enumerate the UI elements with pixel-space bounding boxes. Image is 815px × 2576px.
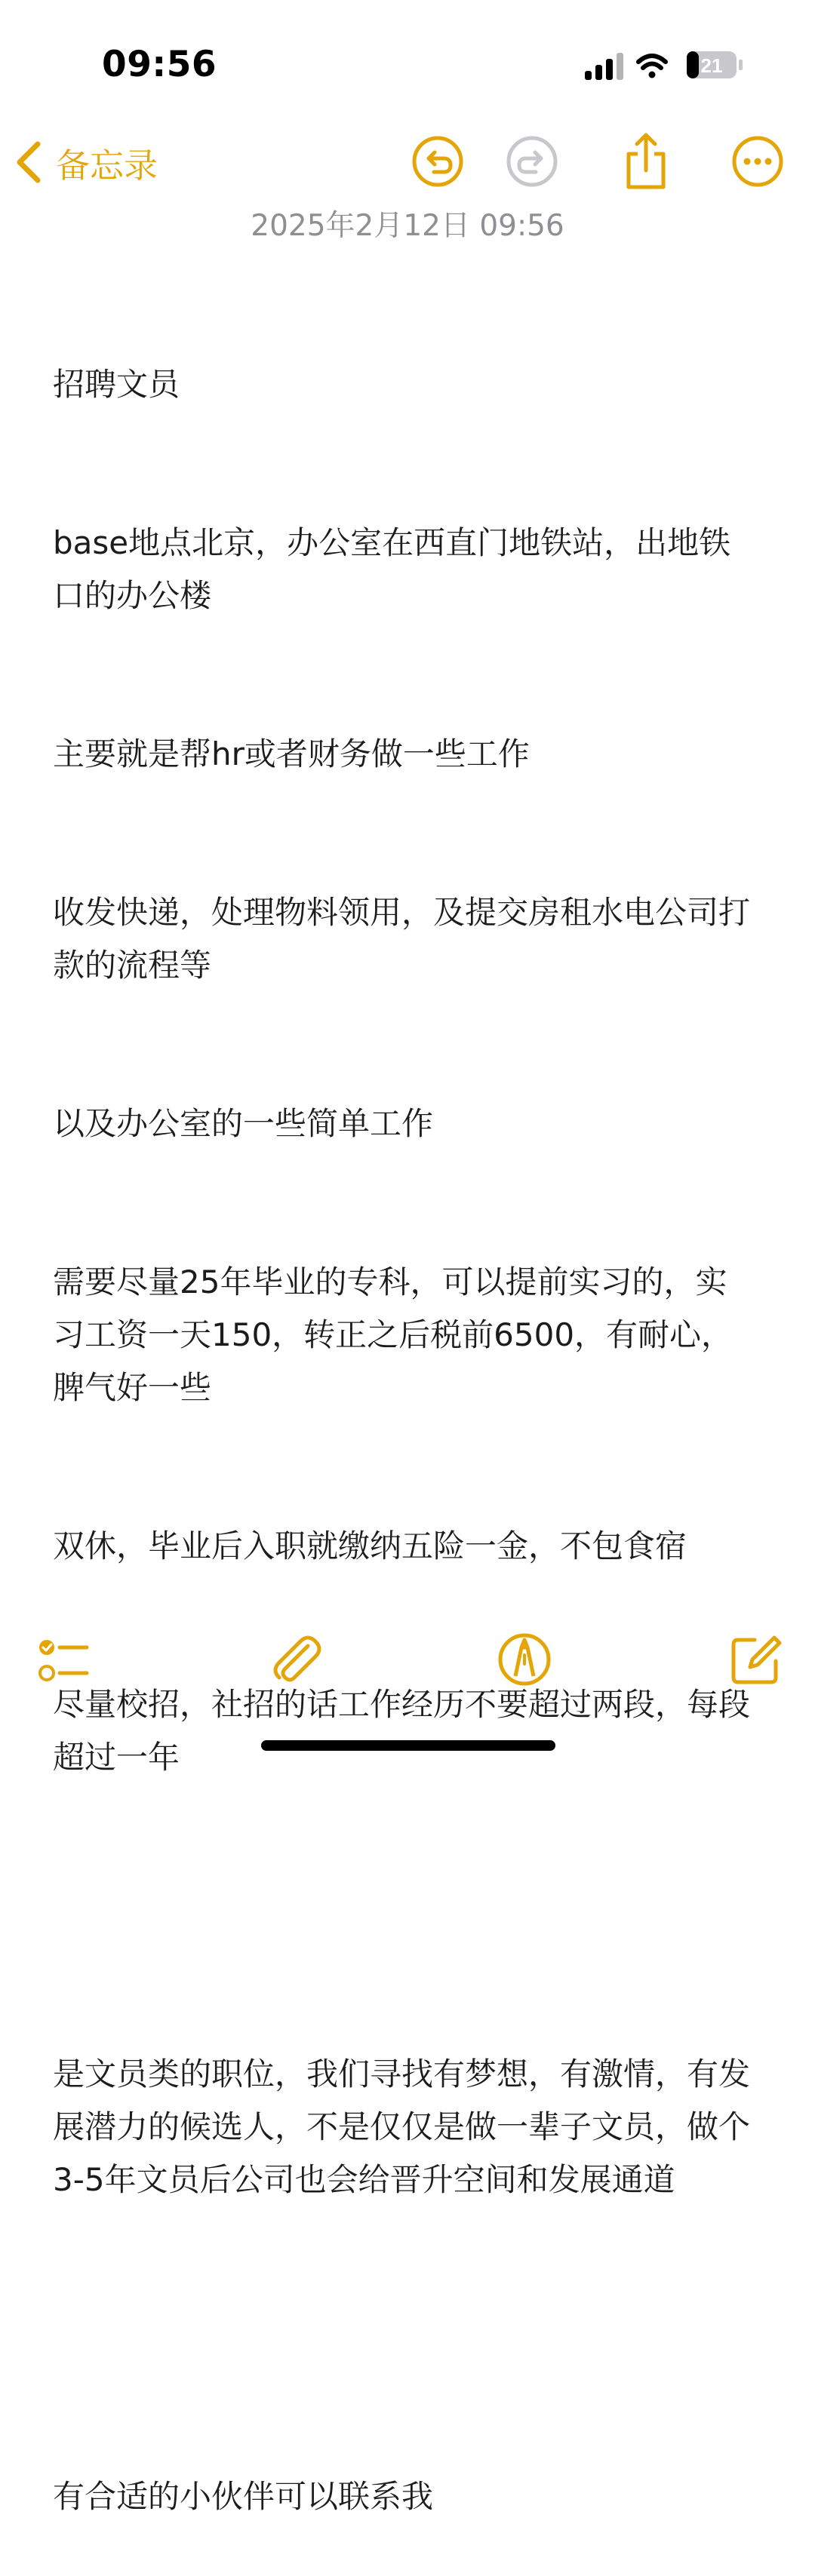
note-line: 有合适的小伙伴可以联系我 — [53, 2478, 434, 2515]
note-line: 主要就是帮hr或者财务做一些工作 — [53, 735, 530, 772]
status-bar — [0, 0, 815, 113]
nav-bar — [0, 121, 815, 204]
battery-level: 21 — [700, 54, 723, 77]
wifi-icon — [638, 56, 666, 78]
compose-button[interactable] — [726, 1629, 786, 1690]
markup-button[interactable] — [494, 1629, 555, 1690]
status-time: 09:56 — [102, 44, 217, 85]
bottom-toolbar — [0, 1622, 815, 1697]
more-icon — [729, 133, 786, 190]
chevron-left-icon — [15, 141, 42, 183]
checklist-icon — [34, 1629, 94, 1690]
share-icon — [617, 133, 675, 190]
checklist-button[interactable] — [34, 1629, 94, 1690]
back-button[interactable] — [15, 137, 158, 187]
note-body[interactable] — [53, 253, 758, 2576]
attachment-icon — [266, 1629, 326, 1690]
note-line: 招聘文员 — [53, 366, 180, 403]
status-icons — [581, 47, 747, 84]
undo-button[interactable] — [409, 133, 466, 190]
note-date: 2025年2月12日 09:56 — [251, 209, 564, 243]
note-line: 需要尽量25年毕业的专科，可以提前实习的，实习工资一天150，转正之后税前6500，有耐心，脾气好一些 — [53, 1263, 734, 1406]
note-line: base地点北京，办公室在西直门地铁站，出地铁口的办公楼 — [53, 524, 731, 614]
markup-icon — [494, 1629, 555, 1690]
note-line — [53, 1890, 758, 1942]
attachment-button[interactable] — [266, 1629, 326, 1690]
note-line: 尽量校招，社招的话工作经历不要超过两段，每段超过一年 — [53, 1686, 751, 1776]
note-line — [53, 2312, 758, 2365]
home-indicator[interactable] — [261, 1740, 555, 1751]
note-line: 是文员类的职位，我们寻找有梦想，有激情，有发展潜力的候选人，不是仅仅是做一辈子文员，做个3-5年文员后公司也会给晋升空间和发展通道 — [53, 2056, 751, 2198]
note-line: 双休，毕业后入职就缴纳五险一金，不包食宿 — [53, 1527, 687, 1564]
undo-icon — [409, 133, 466, 190]
note-line: 收发快递，处理物料领用，及提交房租水电公司打款的流程等 — [53, 894, 751, 984]
share-button[interactable] — [617, 133, 675, 190]
back-label: 备忘录 — [56, 145, 158, 186]
cellular-signal-icon — [585, 53, 623, 80]
redo-icon — [503, 133, 561, 190]
compose-icon — [726, 1629, 786, 1690]
note-line: 以及办公室的一些简单工作 — [53, 1105, 434, 1142]
redo-button[interactable] — [503, 133, 561, 190]
battery-icon — [687, 51, 743, 78]
more-button[interactable] — [729, 133, 786, 190]
